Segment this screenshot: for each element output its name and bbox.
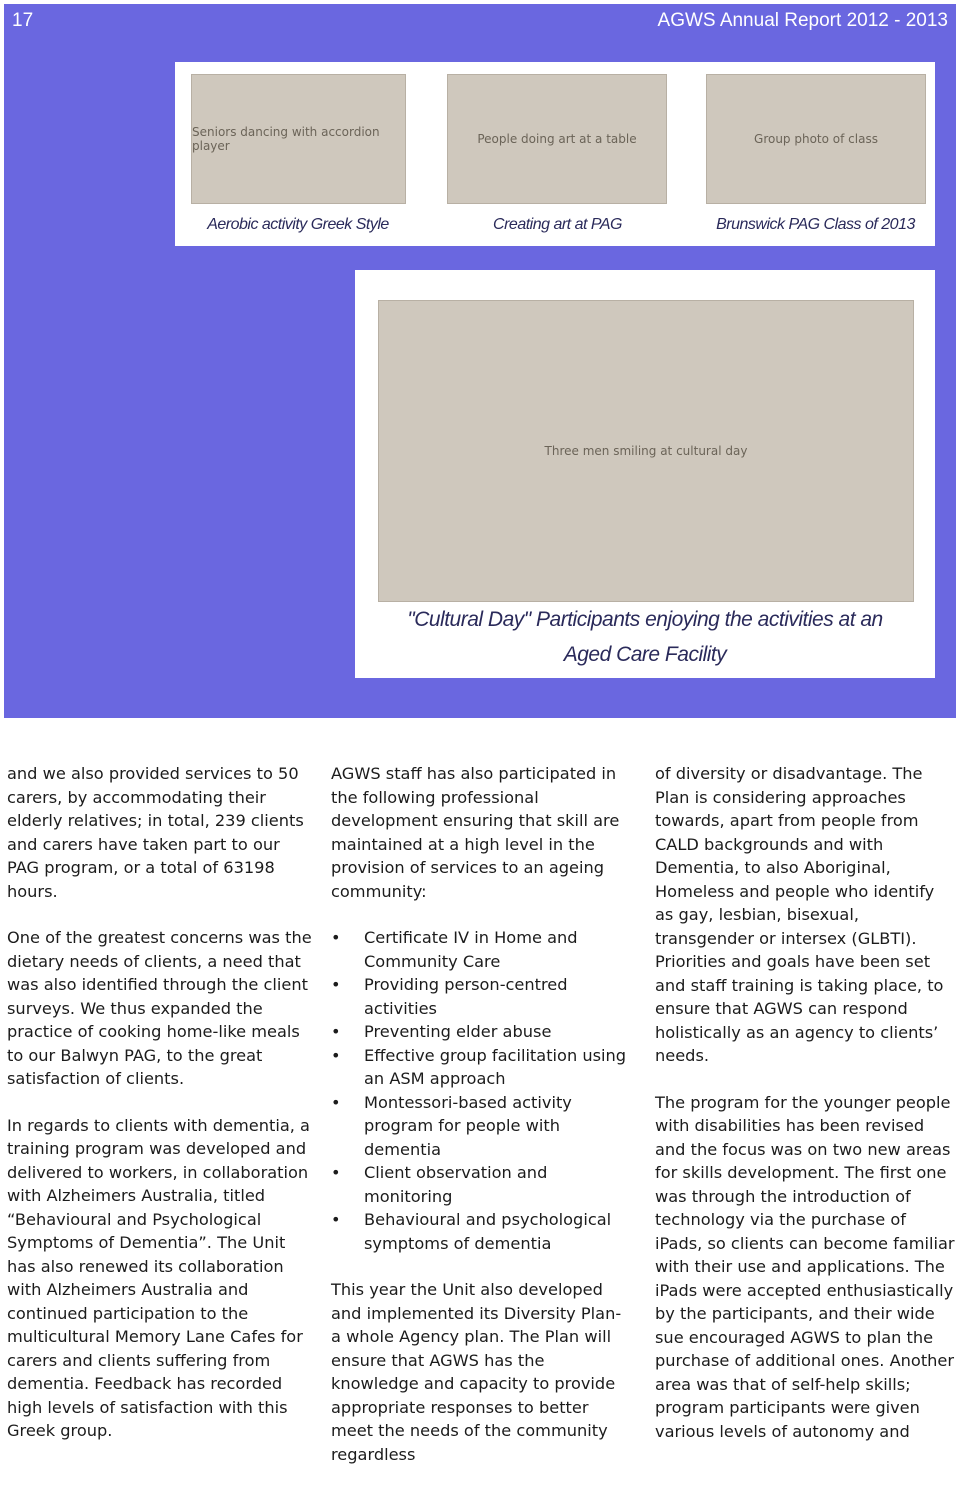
caption-creating-art: Creating art at PAG	[493, 216, 622, 233]
list-item: • Client observation and monitoring	[331, 1161, 631, 1208]
paragraph: In regards to clients with dementia, a training program was developed and delivered to workers, in collaboration with Alzheimers Australia, titled “Behavioural and Psychological Symptoms of Dementia”. The Unit has also renewed its collaboration with Alzheimers Australia and continued participation to the multicultural Memory Lane Cafes for carers and clients suffering from dementia. Feedback has recorded high levels of satisfaction with this Greek group.	[7, 1115, 310, 1440]
list-item: • Montessori-based activity program for people with dementia	[331, 1091, 631, 1162]
text-column-2	[331, 762, 631, 1489]
paragraph: AGWS staff has also participated in the following professional development ensuring that skill are maintained at a high level in the provision of services to an ageing community:	[331, 764, 620, 901]
accent-band-middle	[175, 246, 935, 270]
accent-band-top	[175, 40, 956, 62]
photo-cultural-day	[378, 300, 914, 602]
photo-placeholder-label: Group photo of class	[754, 132, 878, 146]
photo-placeholder-label: Seniors dancing with accordion player	[192, 125, 380, 153]
caption-class-of-2013: Brunswick PAG Class of 2013	[716, 216, 915, 233]
photo-placeholder-label: People doing art at a table	[477, 132, 637, 146]
training-list	[331, 926, 631, 1255]
caption-cultural-day-line1: "Cultural Day" Participants enjoying the activities at an	[407, 608, 883, 631]
list-item: • Behavioural and psychological symptoms of dementia	[331, 1208, 631, 1255]
caption-cultural-day-line2: Aged Care Facility	[563, 643, 727, 666]
caption-aerobic-activity: Aerobic activity Greek Style	[207, 216, 389, 233]
accent-panel-left	[4, 40, 175, 718]
page-number: 17	[12, 10, 34, 31]
list-item: • Effective group facilitation using an ASM approach	[331, 1044, 631, 1091]
report-title: AGWS Annual Report 2012 - 2013	[657, 10, 948, 31]
paragraph: of diversity or disadvantage. The Plan is considering approaches towards, apart from people from CALD backgrounds and with Dementia, to also Aboriginal, Homeless and people who identify as gay, lesbian, bisexual, transgender or intersex (GLBTI). Priorities and goals have been set and staff training is taking place, to ensure that AGWS can respond holistically as an agency to clients’ needs.	[655, 764, 944, 1065]
text-column-1	[7, 762, 312, 1466]
list-item: • Certificate IV in Home and Community Care	[331, 926, 631, 973]
accent-band-bottom	[355, 678, 935, 718]
paragraph: and we also provided services to 50 carers, by accommodating their elderly relatives; in total, 239 clients and carers have taken part to our PAG program, or a total of 63198 hours.	[7, 764, 304, 901]
photo-placeholder-label: Three men smiling at cultural day	[544, 444, 748, 458]
photo-aerobic-activity	[191, 74, 406, 204]
photo-creating-art	[447, 74, 667, 204]
accent-panel-right	[935, 40, 956, 718]
list-item: • Preventing elder abuse	[331, 1020, 631, 1044]
paragraph: One of the greatest concerns was the dietary needs of clients, a need that was also identified through the client surveys. We thus expanded the practice of cooking home-like meals to our Balwyn PAG, to the great satisfaction of clients.	[7, 928, 312, 1088]
photo-class-of-2013	[706, 74, 926, 204]
list-item: • Providing person-centred activities	[331, 973, 631, 1020]
paragraph: The program for the younger people with disabilities has been revised and the focus was on two new areas for skills development. The first one was through the introduction of technology via the purchase of iPads, so clients can become familiar with their use and applications. The iPads were accepted enthusiastically by the participants, and their wide sue encouraged AGWS to plan the purchase of additional ones. Another area was that of self-help skills; program participants were given various levels of autonomy and	[655, 1092, 955, 1441]
paragraph: This year the Unit also developed and implemented its Diversity Plan-a whole Agency plan. The Plan will ensure that AGWS has the knowledge and capacity to provide appropriate responses to better meet the needs of the community regardless	[331, 1280, 622, 1464]
text-column-3	[655, 762, 957, 1466]
accent-panel-lower-left	[175, 270, 355, 718]
